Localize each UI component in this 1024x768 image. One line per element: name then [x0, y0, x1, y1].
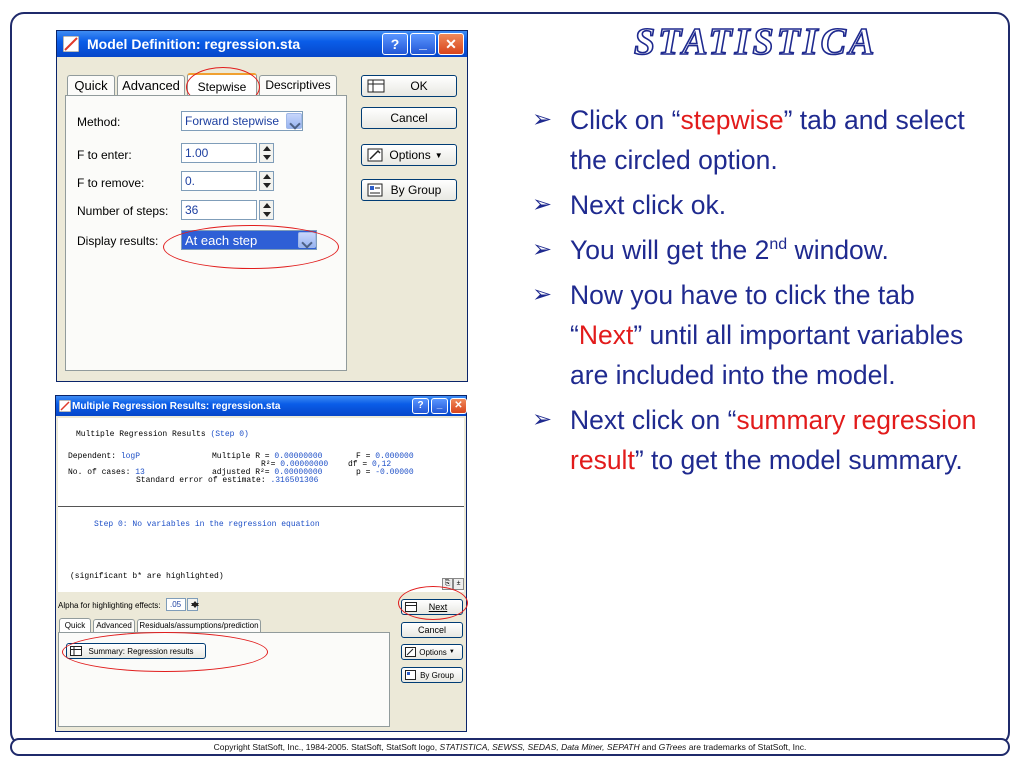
method-dropdown-icon[interactable] — [286, 113, 302, 129]
f-enter-input[interactable] — [181, 143, 257, 163]
bullet-4-pre: Now you have to click the tab “ — [570, 280, 915, 350]
footer-text-a: Copyright StatSoft, Inc., 1984-2005. StatSoft, StatSoft logo, — [213, 742, 438, 752]
results-app-icon — [59, 400, 71, 412]
bullet-5-post: ” to get the model summary. — [634, 445, 963, 475]
se-value: .316501306 — [270, 476, 319, 485]
summary-highlight — [62, 632, 268, 672]
alpha-label: Alpha for highlighting effects: — [58, 601, 161, 610]
bullet-1-highlight: stepwise — [680, 105, 784, 135]
results-options-button[interactable] — [401, 644, 463, 660]
results-help-button[interactable]: ? — [412, 398, 429, 414]
steps-label: Number of steps: — [77, 204, 169, 218]
by-group-icon — [367, 183, 383, 197]
logo-text: STATISTICA — [634, 21, 878, 63]
cancel-button[interactable] — [361, 107, 457, 129]
se-line — [136, 476, 318, 485]
f-enter-spinner[interactable] — [259, 143, 274, 163]
alpha-value: .05 — [170, 600, 182, 609]
f-remove-spinner[interactable] — [259, 171, 274, 191]
method-label: Method: — [77, 115, 121, 129]
bullet-4-post: ” until all important variables are included into the model. — [570, 320, 964, 390]
cancel-label: Cancel — [390, 111, 428, 125]
statistica-logo — [630, 18, 1000, 64]
alpha-spinner[interactable] — [187, 598, 198, 611]
results-step-tag: (Step 0) — [210, 430, 249, 439]
model-definition-window — [56, 30, 468, 382]
f-remove-value: 0. — [185, 174, 196, 188]
cases-label: No. of cases: — [68, 468, 131, 477]
bullet-3-pre: You will get the 2 — [570, 235, 770, 265]
bullet-3-sup: nd — [769, 236, 788, 254]
regression-results-window — [55, 395, 467, 732]
results-minimize-button[interactable]: _ — [431, 398, 448, 414]
results-tab-advanced[interactable]: Advanced — [93, 619, 135, 632]
options-label: Options — [389, 148, 431, 162]
r2-value: 0.00000000 — [280, 460, 329, 469]
options-icon — [367, 148, 383, 162]
bullet-5-pre: Next click on “ — [570, 405, 737, 435]
cases-value: 13 — [135, 468, 145, 477]
arrow-bullet-icon: ➢ — [532, 406, 553, 433]
ok-icon — [367, 79, 385, 93]
tab-quick[interactable]: Quick — [67, 75, 115, 95]
arrow-bullet-icon: ➢ — [532, 236, 553, 263]
results-cancel-label: Cancel — [417, 625, 446, 635]
bullet-2 — [532, 185, 992, 225]
f-value: 0.000000 — [375, 452, 414, 461]
footer-text-b: and — [642, 742, 657, 752]
f-remove-label: F to remove: — [77, 176, 145, 190]
results-cancel-button[interactable] — [401, 622, 463, 638]
dependent-line — [68, 452, 140, 461]
dependent-value: logP — [120, 452, 141, 461]
p-line — [356, 468, 414, 477]
df-label: df = — [348, 460, 368, 469]
by-group-label: By Group — [390, 183, 442, 197]
results-header: Multiple Regression Results — [76, 430, 206, 439]
results-title-bar[interactable] — [56, 396, 466, 416]
bullet-3 — [532, 230, 992, 270]
output-scroll-icon[interactable]: ± — [453, 578, 464, 590]
bullet-5-highlight: summary regression result — [570, 405, 977, 475]
bullet-2-text: Next click ok. — [570, 190, 727, 220]
step0-text: Step 0: No variables in the regression equation — [94, 520, 320, 529]
results-by-group-icon — [405, 670, 416, 680]
bullet-4 — [532, 275, 992, 395]
close-button[interactable]: ✕ — [438, 33, 464, 55]
arrow-bullet-icon: ➢ — [532, 281, 553, 308]
footer-italic: STATISTICA, SEWSS, SEDAS, Data Miner, SEPATH — [439, 742, 640, 752]
bullet-1-pre: Click on “ — [570, 105, 681, 135]
bullet-4-highlight: Next — [578, 320, 634, 350]
r2-label: R²= — [261, 460, 276, 469]
bullet-1-post: ” tab and select the circled option. — [570, 105, 965, 175]
p-label: p = — [356, 468, 371, 477]
footer-text-c: are trademarks of StatSoft, Inc. — [688, 742, 807, 752]
f-label: F = — [356, 452, 371, 461]
instruction-list — [532, 100, 992, 485]
steps-spinner[interactable] — [259, 200, 274, 220]
next-highlight — [398, 586, 468, 620]
help-button[interactable]: ? — [382, 33, 408, 55]
display-results-value: At each step — [185, 232, 258, 248]
arrow-bullet-icon: ➢ — [532, 106, 553, 133]
se-label: Standard error of estimate: — [136, 476, 266, 485]
arrow-bullet-icon: ➢ — [532, 191, 553, 218]
alpha-input[interactable] — [166, 598, 186, 611]
next-label: Next — [428, 602, 448, 612]
results-by-group-button[interactable] — [401, 667, 463, 683]
dependent-label: Dependent: — [68, 452, 117, 461]
copyright-footer — [10, 738, 1010, 756]
cases-line — [68, 468, 145, 477]
output-divider — [58, 506, 464, 507]
highlight-note: (significant b* are highlighted) — [70, 572, 224, 581]
tab-advanced[interactable]: Advanced — [117, 75, 185, 95]
f-enter-label: F to enter: — [77, 148, 132, 162]
results-header-line — [76, 430, 249, 439]
df-value: 0,12 — [372, 460, 392, 469]
bullet-5 — [532, 400, 992, 480]
results-output-area — [58, 418, 464, 592]
footer-italic-2: GTrees — [658, 742, 687, 752]
p-value: -0.00000 — [375, 468, 414, 477]
app-icon — [63, 36, 79, 52]
mult-r-label: Multiple R = — [212, 452, 270, 461]
by-group-button[interactable] — [361, 179, 457, 201]
ok-button[interactable] — [361, 75, 457, 97]
results-tab-residuals[interactable]: Residuals/assumptions/prediction — [137, 619, 261, 632]
summary-label: Summary: Regression results — [88, 646, 194, 656]
method-value: Forward stepwise — [185, 114, 280, 128]
output-tool-icon[interactable]: ⎘ — [442, 578, 453, 590]
results-by-group-label: By Group — [420, 670, 454, 680]
results-tab-quick[interactable]: Quick — [59, 618, 91, 632]
options-dropdown-icon: ▼ — [434, 150, 443, 160]
adj-r2-label: adjusted R²= — [212, 468, 270, 477]
ok-label: OK — [410, 79, 428, 93]
tab-descriptives[interactable]: Descriptives — [259, 75, 337, 95]
results-window-title: Multiple Regression Results: regression.sta — [72, 400, 281, 412]
window-title: Model Definition: regression.sta — [87, 36, 301, 52]
results-options-icon — [405, 647, 416, 657]
method-select[interactable] — [181, 111, 303, 131]
results-close-button[interactable]: ✕ — [450, 398, 467, 414]
f-enter-value: 1.00 — [185, 146, 209, 160]
steps-input[interactable] — [181, 200, 257, 220]
results-options-label: Options — [419, 647, 447, 657]
steps-value: 36 — [185, 203, 199, 217]
mult-r-value: 0.00000000 — [274, 452, 323, 461]
minimize-button[interactable]: _ — [410, 33, 436, 55]
display-results-highlight — [163, 225, 339, 269]
f-remove-input[interactable] — [181, 171, 257, 191]
tab-stepwise[interactable]: Stepwise — [187, 73, 257, 97]
bullet-1 — [532, 100, 992, 180]
options-button[interactable] — [361, 144, 457, 166]
adj-r2-value: 0.00000000 — [274, 468, 323, 477]
results-options-dropdown-icon: ▼ — [448, 649, 455, 655]
display-results-label: Display results: — [77, 234, 159, 248]
bullet-3-post: window. — [787, 235, 889, 265]
